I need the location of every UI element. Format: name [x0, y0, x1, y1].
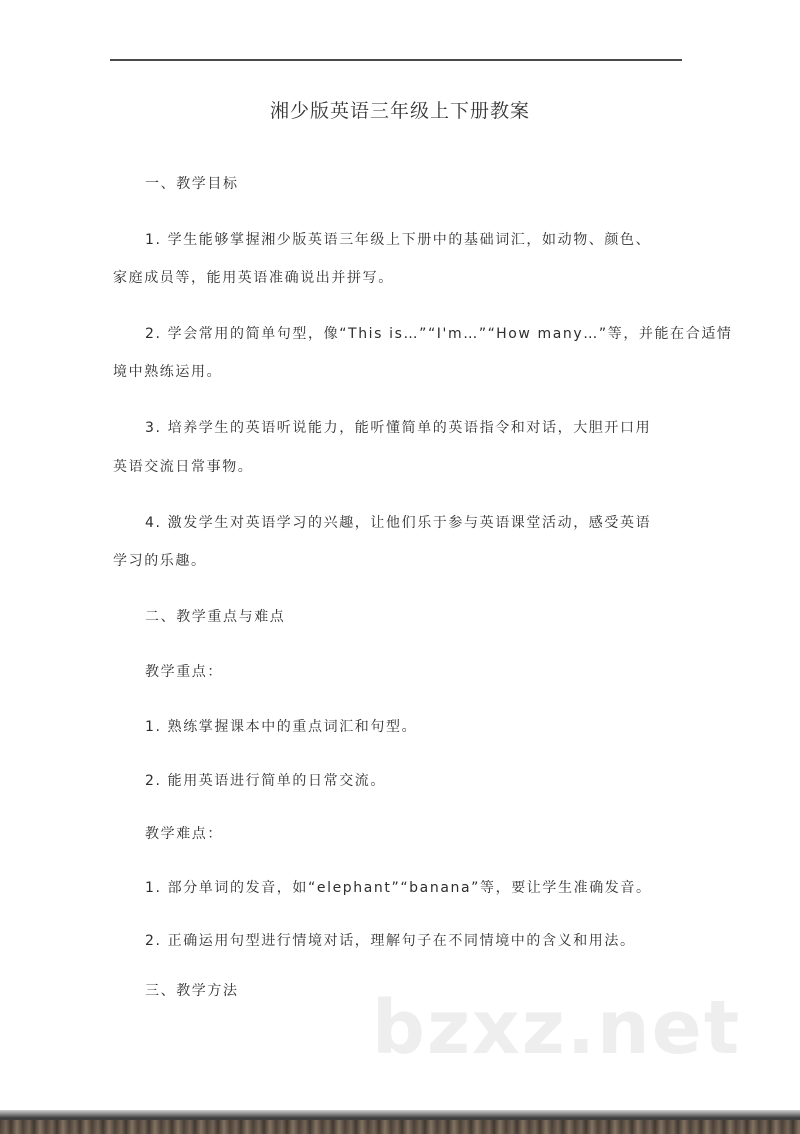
goal-2-line-2: 境中熟练运用。 [113, 364, 223, 380]
difficulty-1: 1. 部分单词的发音，如“elephant”“banana”等，要让学生准确发音。 [145, 880, 652, 896]
key-point-1: 1. 熟练掌握课本中的重点词汇和句型。 [145, 719, 418, 735]
goal-4-line-1: 4. 激发学生对英语学习的兴趣，让他们乐于参与英语课堂活动，感受英语 [145, 515, 652, 531]
goal-3-line-1: 3. 培养学生的英语听说能力，能听懂简单的英语指令和对话，大胆开口用 [145, 420, 652, 436]
key-points-label: 教学重点： [145, 664, 223, 680]
goal-3-line-2: 英语交流日常事物。 [113, 459, 254, 475]
document-title: 湘少版英语三年级上下册教案 [269, 100, 530, 122]
goal-4-line-2: 学习的乐趣。 [113, 553, 207, 569]
difficulties-label: 教学难点： [145, 826, 223, 842]
page-bottom-edge [0, 1110, 800, 1134]
section-heading-key-points: 二、教学重点与难点 [145, 609, 286, 625]
header-rule [110, 59, 682, 61]
section-heading-teaching-goals: 一、教学目标 [145, 176, 239, 192]
key-point-2: 2. 能用英语进行简单的日常交流。 [145, 773, 387, 789]
goal-2-line-1: 2. 学会常用的简单句型，像“This is…”“I'm…”“How many…”等，并能在合适情 [145, 326, 733, 342]
section-heading-teaching-methods: 三、教学方法 [145, 983, 239, 999]
watermark: bzxz.net [372, 985, 742, 1071]
goal-1-line-2: 家庭成员等，能用英语准确说出并拼写。 [113, 270, 394, 286]
difficulty-2: 2. 正确运用句型进行情境对话，理解句子在不同情境中的含义和用法。 [145, 933, 636, 949]
background-strip [0, 1120, 800, 1134]
goal-1-line-1: 1. 学生能够掌握湘少版英语三年级上下册中的基础词汇，如动物、颜色、 [145, 232, 652, 248]
